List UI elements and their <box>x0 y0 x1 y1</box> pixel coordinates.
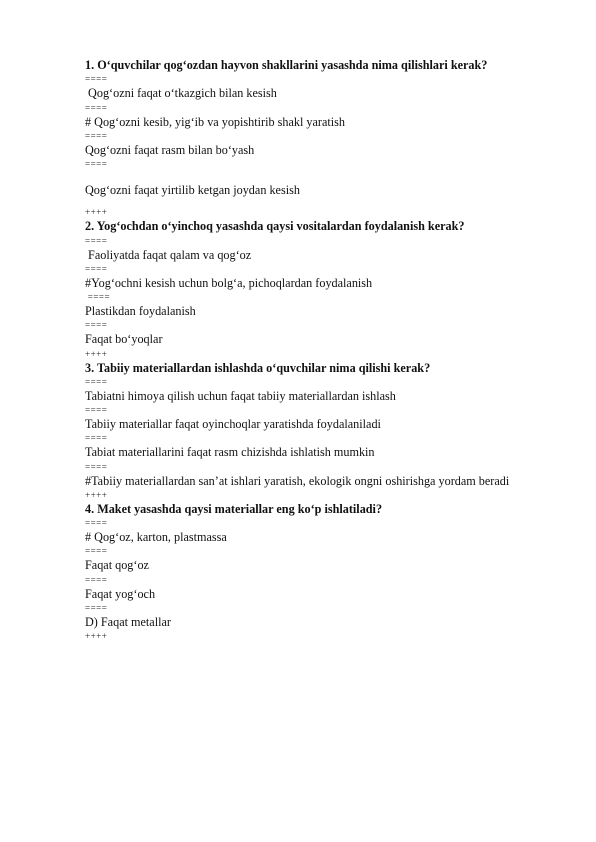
separator: ==== <box>85 74 108 85</box>
separator: ==== <box>85 574 108 585</box>
question-4-option-4: D) Faqat metallar <box>85 614 171 629</box>
separator: ==== <box>85 405 108 415</box>
question-3-option-1: Tabiatni himoya qilish uchun faqat tabiiy materiallardan ishlash <box>85 388 396 403</box>
question-end-separator: ++++ <box>85 489 108 500</box>
question-1-option-2: # Qog‘ozni kesib, yig‘ib va yopishtirib shakl yaratish <box>85 114 345 129</box>
question-2-option-2: #Yog‘ochni kesish uchun bolg‘a, pichoqlardan foydalanish <box>85 275 373 290</box>
separator: ==== <box>85 292 111 302</box>
separator: ==== <box>85 518 108 528</box>
question-2-title: 2. Yog‘ochdan o‘yinchoq yasashda qaysi vositalardan foydalanish kerak? <box>85 219 465 234</box>
question-1-option-1: Qog‘ozni faqat o‘tkazgich bilan kesish <box>85 86 277 101</box>
question-end-separator: ++++ <box>85 207 108 218</box>
separator: ==== <box>85 130 108 141</box>
separator: ==== <box>85 433 108 444</box>
question-3-option-3: Tabiat materiallarini faqat rasm chizishda ishlatish mumkin <box>85 445 375 460</box>
separator: ==== <box>85 461 108 472</box>
question-3-option-2: Tabiiy materiallar faqat oyinchoqlar yaratishda foydalaniladi <box>85 417 381 431</box>
question-end-separator: ++++ <box>85 348 108 359</box>
question-4-option-3: Faqat yog‘och <box>85 586 156 601</box>
question-4-option-2: Faqat qog‘oz <box>85 558 149 573</box>
separator: ==== <box>85 546 108 557</box>
separator: ==== <box>85 376 108 387</box>
separator: ==== <box>85 263 108 274</box>
test-document <box>85 58 511 643</box>
separator: ==== <box>85 159 108 169</box>
question-4-title: 4. Maket yasashda qaysi materiallar eng ko‘p ishlatiladi? <box>85 501 383 516</box>
separator: ==== <box>85 102 108 113</box>
question-1-option-3: Qog‘ozni faqat rasm bilan bo‘yash <box>85 142 255 157</box>
separator: ==== <box>85 235 108 246</box>
question-2-option-1: Faoliyatda faqat qalam va qog‘oz <box>85 247 252 262</box>
question-end-separator: ++++ <box>85 631 108 641</box>
question-1-title: 1. O‘quvchilar qog‘ozdan hayvon shakllarini yasashda nima qilishlari kerak? <box>85 58 488 72</box>
separator: ==== <box>85 320 108 331</box>
question-2-option-4: Faqat bo‘yoqlar <box>85 332 163 347</box>
question-1-option-4: Qog‘ozni faqat yirtilib ketgan joydan kesish <box>85 183 300 197</box>
question-3-title: 3. Tabiiy materiallardan ishlashda o‘quvchilar nima qilishi kerak? <box>85 360 431 375</box>
separator: ==== <box>85 602 108 613</box>
question-4-option-1: # Qog‘oz, karton, plastmassa <box>85 530 227 544</box>
question-3-option-4: #Tabiiy materiallardan san’at ishlari yaratish, ekologik ongni oshirishga yordam beradi <box>85 473 510 488</box>
question-2-option-3: Plastikdan foydalanish <box>85 304 196 318</box>
